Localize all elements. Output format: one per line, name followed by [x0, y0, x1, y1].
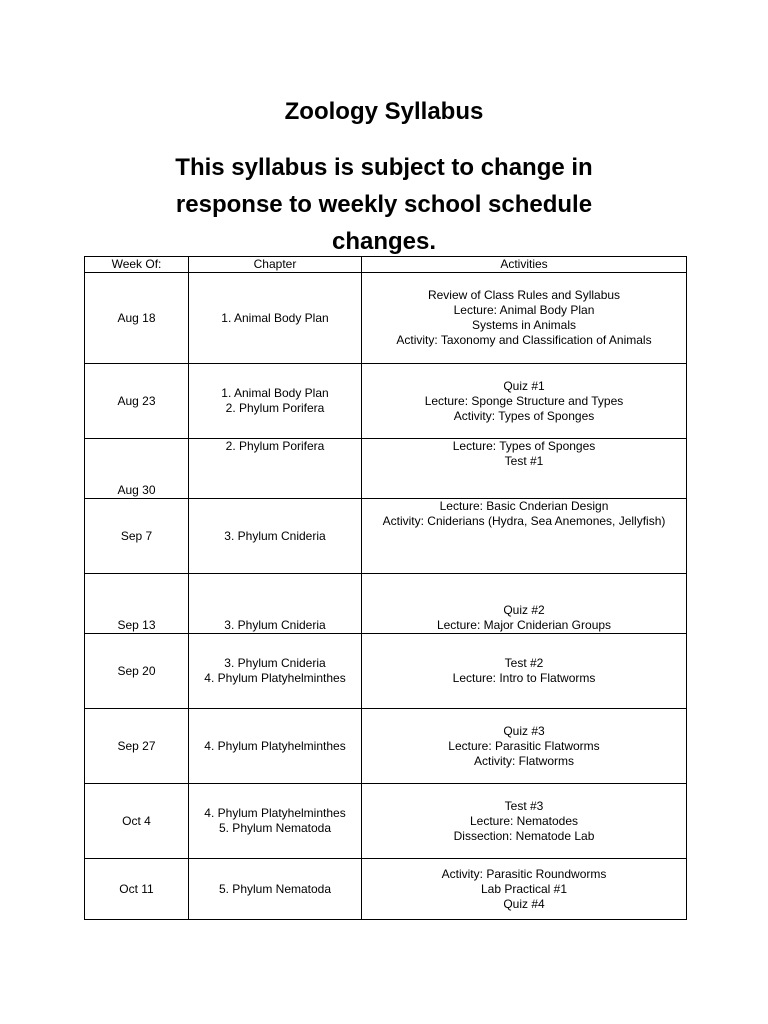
header-activities: Activities [362, 257, 687, 273]
table-row [85, 439, 687, 499]
table-row [85, 273, 687, 364]
activity-line: Lecture: Sponge Structure and Types [424, 393, 624, 408]
activity-line: Quiz #1 [503, 378, 545, 393]
table-row [85, 859, 687, 920]
chapter-cell [189, 709, 362, 784]
activity-line: Lecture: Intro to Flatworms [452, 671, 596, 685]
table-row [85, 499, 687, 574]
notice-line: changes. [331, 228, 437, 255]
chapter-line: 3. Phylum Cnideria [224, 656, 326, 670]
syllabus-table [84, 256, 687, 920]
chapter-line: 1. Animal Body Plan [221, 310, 329, 325]
table-row [85, 634, 687, 709]
header-week: Week Of: [85, 257, 189, 273]
activity-line: Lecture: Types of Sponges [452, 439, 596, 453]
activity-line: Test #2 [504, 656, 544, 670]
week-cell: Sep 13 [85, 574, 189, 634]
activities-cell [362, 634, 687, 709]
activity-line: Systems in Animals [471, 318, 577, 332]
chapter-cell [189, 439, 362, 499]
page-title: Zoology Syllabus [284, 98, 484, 125]
activity-line: Activity: Flatworms [473, 753, 574, 768]
table-row [85, 364, 687, 439]
activities-cell [362, 784, 687, 859]
activity-line: Lecture: Major Cniderian Groups [436, 618, 612, 632]
chapter-cell [189, 273, 362, 364]
chapter-cell [189, 859, 362, 920]
activities-cell [362, 499, 687, 574]
table-row [85, 574, 687, 634]
activity-line: Test #1 [504, 454, 544, 468]
chapter-cell [189, 784, 362, 859]
activity-line: Lecture: Parasitic Flatworms [448, 738, 600, 753]
activity-line: Dissection: Nematode Lab [453, 828, 595, 843]
week-cell: Oct 4 [85, 784, 189, 859]
chapter-line: 3. Phylum Cnideria [224, 528, 326, 543]
chapter-line: 3. Phylum Cnideria [224, 618, 326, 632]
table-header-row [85, 257, 687, 273]
activity-line: Activity: Taxonomy and Classification of Animals [396, 333, 652, 347]
notice-line: response to weekly school schedule [175, 191, 593, 218]
chapter-line: 4. Phylum Platyhelminthes [204, 738, 346, 753]
chapter-line: 2. Phylum Porifera [225, 439, 325, 453]
header-chapter: Chapter [189, 257, 362, 273]
chapter-line: 1. Animal Body Plan [221, 386, 329, 400]
week-cell: Sep 7 [85, 499, 189, 574]
activity-line: Quiz #4 [503, 896, 545, 911]
chapter-line: 2. Phylum Porifera [225, 401, 325, 415]
activity-line: Activity: Types of Sponges [453, 408, 595, 423]
activity-line: Activity: Parasitic Roundworms [441, 866, 607, 881]
week-cell: Aug 23 [85, 364, 189, 439]
chapter-cell [189, 364, 362, 439]
activity-line: Quiz #2 [503, 603, 545, 617]
activity-line: Lab Practical #1 [480, 881, 568, 896]
chapter-cell [189, 574, 362, 634]
chapter-cell [189, 634, 362, 709]
notice-line: This syllabus is subject to change in [175, 154, 593, 181]
activity-line: Test #3 [504, 798, 544, 813]
activity-line: Lecture: Basic Cnderian Design [439, 499, 609, 513]
activity-line: Review of Class Rules and Syllabus [427, 288, 621, 302]
activity-line: Lecture: Nematodes [469, 813, 579, 828]
activities-cell [362, 859, 687, 920]
activity-line: Quiz #3 [503, 723, 545, 738]
chapter-line: 4. Phylum Platyhelminthes [204, 806, 346, 820]
activities-cell [362, 439, 687, 499]
chapter-line: 5. Phylum Nematoda [218, 821, 332, 835]
chapter-line: 5. Phylum Nematoda [218, 881, 332, 896]
table-row [85, 709, 687, 784]
table-row [85, 784, 687, 859]
activity-line: Lecture: Animal Body Plan [453, 303, 595, 317]
week-cell: Aug 30 [85, 439, 189, 499]
week-cell: Aug 18 [85, 273, 189, 364]
chapter-cell [189, 499, 362, 574]
activities-cell [362, 273, 687, 364]
syllabus-notice [100, 149, 668, 260]
activities-cell [362, 709, 687, 784]
activities-cell [362, 574, 687, 634]
week-cell: Sep 27 [85, 709, 189, 784]
week-cell: Oct 11 [85, 859, 189, 920]
activities-cell [362, 364, 687, 439]
activity-line: Activity: Cniderians (Hydra, Sea Anemones, Jellyfish) [382, 514, 666, 528]
week-cell: Sep 20 [85, 634, 189, 709]
chapter-line: 4. Phylum Platyhelminthes [204, 671, 346, 685]
